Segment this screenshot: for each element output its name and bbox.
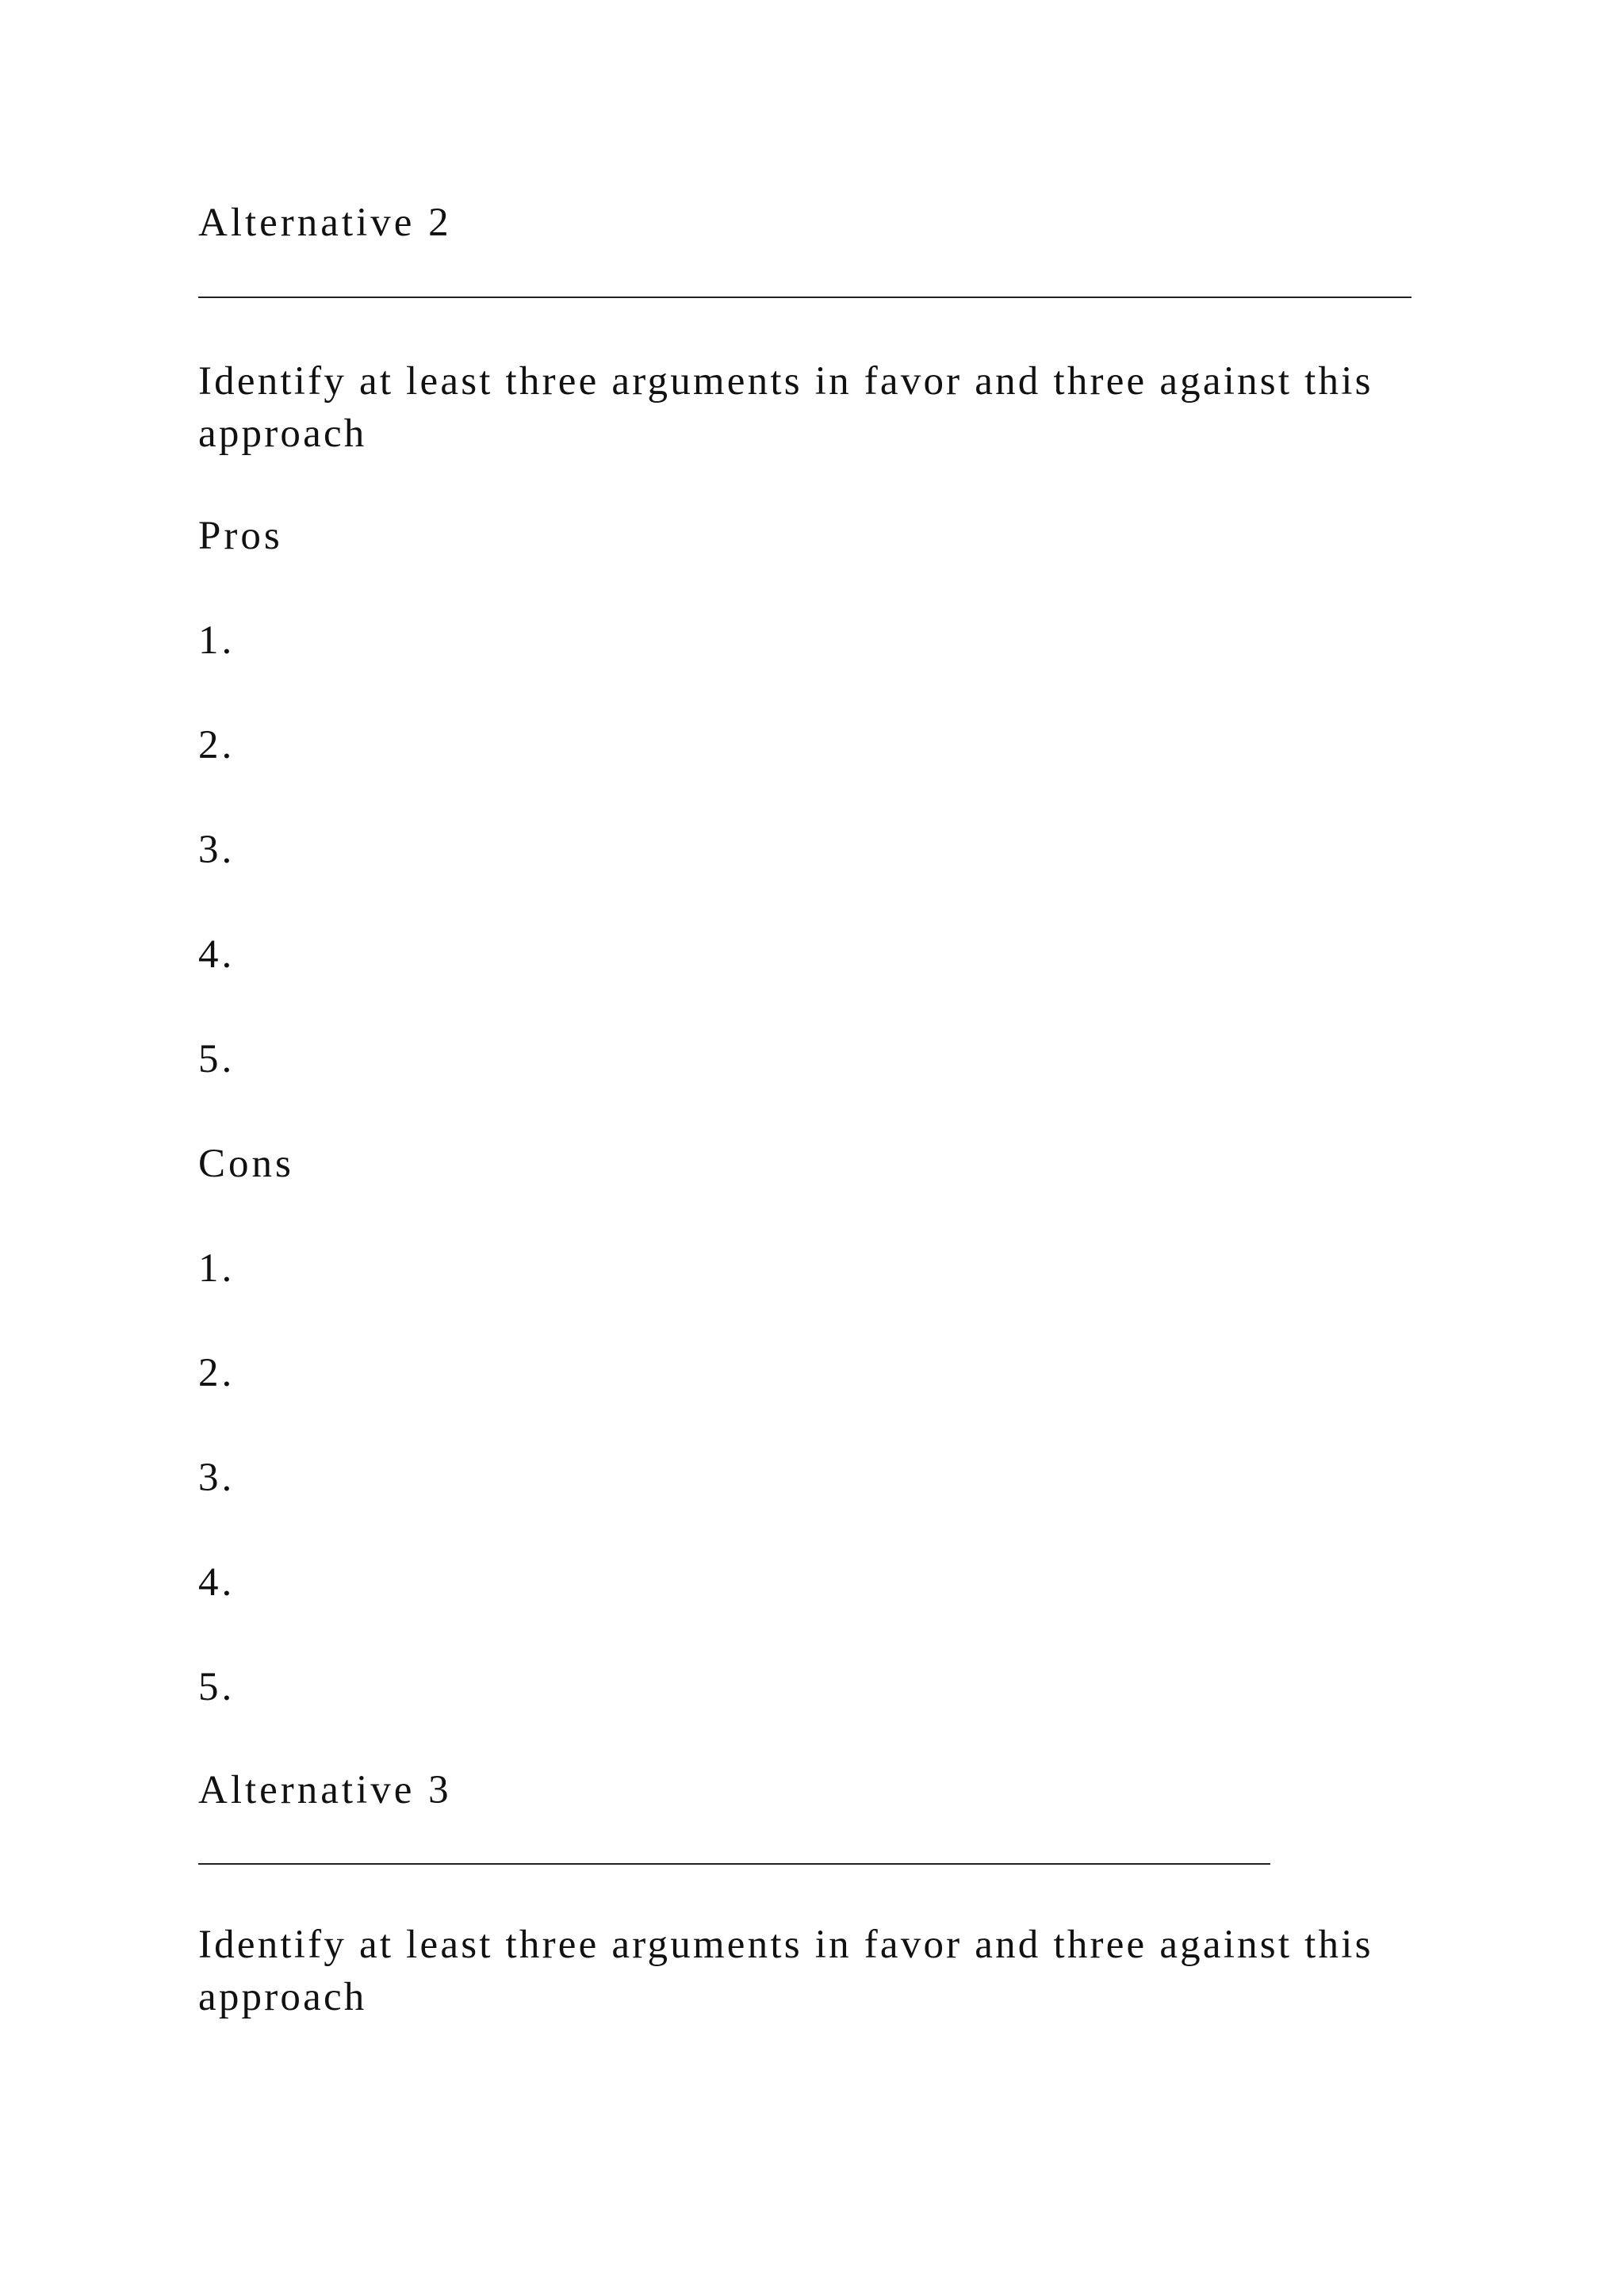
cons-item-5: 5. <box>198 1665 236 1709</box>
alternative-3-prompt: Identify at least three arguments in favor and three against this approach <box>198 1923 1373 2019</box>
alternative-2-blank-line <box>198 297 1411 298</box>
pros-item-3: 3. <box>198 828 236 872</box>
pros-label: Pros <box>198 514 283 558</box>
pros-item-2: 2. <box>198 723 236 767</box>
alternative-3-heading: Alternative 3 <box>198 1768 452 1812</box>
alternative-2-prompt: Identify at least three arguments in favor and three against this approach <box>198 359 1373 456</box>
pros-item-5: 5. <box>198 1037 236 1081</box>
cons-item-4: 4. <box>198 1560 236 1605</box>
cons-item-3: 3. <box>198 1456 236 1500</box>
alternative-3-blank-line <box>198 1863 1270 1865</box>
pros-item-4: 4. <box>198 932 236 977</box>
cons-item-1: 1. <box>198 1246 236 1291</box>
alternative-2-heading: Alternative 2 <box>198 201 452 245</box>
cons-label: Cons <box>198 1142 294 1186</box>
cons-item-2: 2. <box>198 1351 236 1395</box>
pros-item-1: 1. <box>198 618 236 663</box>
